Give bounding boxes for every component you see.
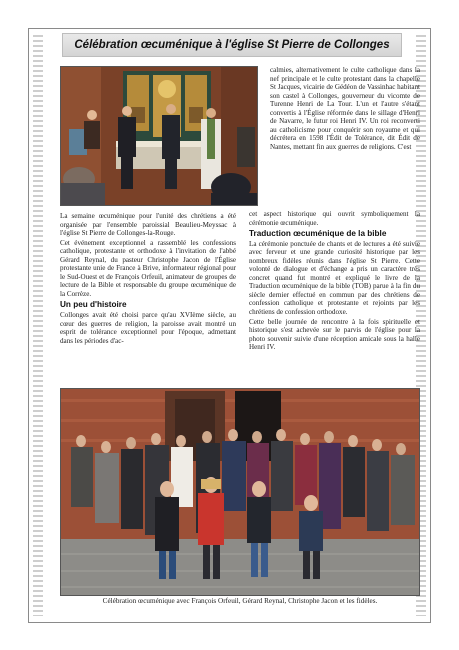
intro-paragraph: La semaine œcuménique pour l'unité des chrétiens a été organisée par l'ensemble paroissial Beaulieu-Meyssac à l'église St Pierre de Collonges-la-Rouge.	[60, 212, 236, 238]
article-title: Célébration œcuménique à l'église St Pierre de Collonges	[62, 33, 402, 57]
photo-officiants-altar	[60, 66, 258, 206]
history-paragraph: Collonges avait été choisi parce qu'au XVIème siècle, au cœur des guerres de religion, la paroisse avait montré un esprit de tolérance exceptionnel pour l'époque, admettant dans les périodes d'ac-	[60, 310, 236, 345]
left-decorative-border	[33, 35, 43, 616]
history-continued-paragraph: calmies, alternativement le culte catholique dans la nef principale et le culte protestant dans la chapelle St Jacques, vicairie de Gédéon de Vassinhac habitant son castel à Collonges, gouverneur du vicomte de Turenne Henri de La Tour. L'un et l'autre s'étant convertis à l'Église réformée dans le sillage d'Henri de Navarre, le futur roi Henri IV. Un roi reconverti au catholicisme pour conquérir son royaume et qui décrétera en 1598 l'Édit de Tolérance, dit Édit de Nantes, mettant fin aux guerres de religions. C'est	[270, 66, 420, 151]
history-heading: Un peu d'histoire	[60, 300, 127, 310]
photo-officiants-illustration	[61, 67, 258, 206]
photo-caption: Célébration œcuménique avec François Orfeuil, Gérard Reynal, Christophe Jacon et les fidèles.	[102, 597, 378, 605]
ceremony-paragraph: La cérémonie ponctuée de chants et de lectures a été suivie avec ferveur et une grande curiosité historique par les nombreux fidèles réunis dans l'église St Pierre. Cette volonté de dialogue et d'échange a pris un caractère très concret quand fut montré et expliqué le livre de la Traduction œcuménique de la bible (TOB) parue à la fin du siècle dernier effectué en commun par des chrétiens de confession catholique et protestante et rejoints par les chrétiens de confession orthodoxe.	[249, 239, 420, 316]
history-conclusion-paragraph: cet aspect historique qui ouvrit symboliquement la cérémonie œcuménique.	[249, 210, 420, 227]
photo-group-illustration	[61, 389, 420, 596]
event-paragraph: Cet événement exceptionnel a rassemblé les confessions catholique, protestante et orthodoxe à l'invitation de l'abbé Gérard Reynal, du pasteur Christophe Jacon de l'Église protestante unie de France à Brive, informateur régional pour le Sud-Ouest et de François Orfeuil, animateur de groupes de lecture de la Bible et responsable du groupe œcuménique de la Corrèze.	[60, 238, 236, 298]
left-column	[60, 212, 236, 346]
bible-translation-heading: Traduction œcuménique de la bible	[249, 229, 387, 239]
closing-paragraph: Cette belle journée de rencontre à la fois spirituelle et historique s'est achevée sur le parvis de l'église pour la photo souvenir suivie d'une réception amicale sous la halle Henri IV.	[249, 317, 420, 352]
right-column-top	[270, 66, 420, 152]
right-column-bottom	[249, 210, 420, 353]
photo-group-of-faithful	[60, 388, 420, 596]
